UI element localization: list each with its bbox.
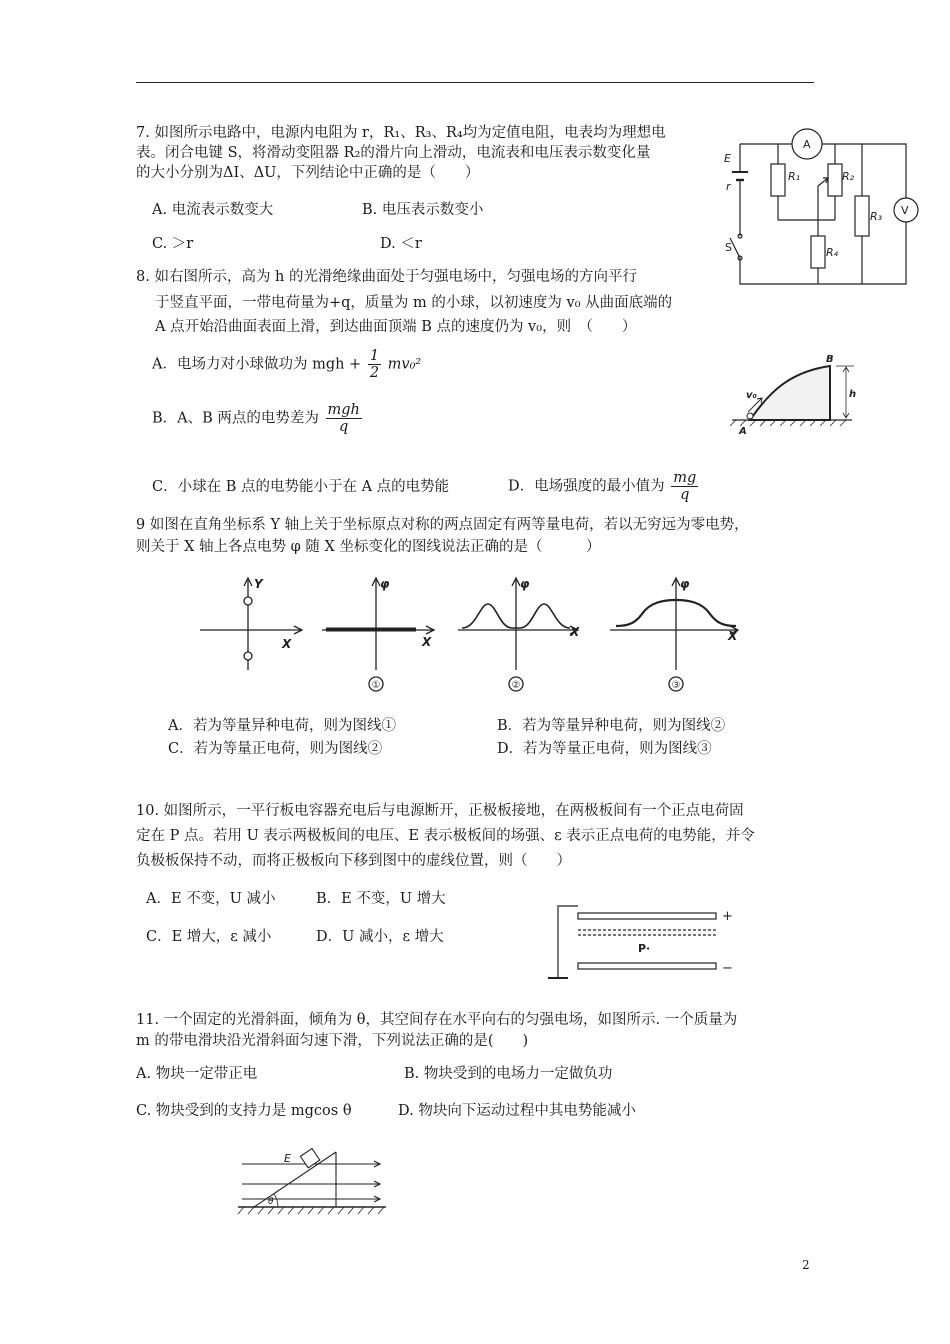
svg-text:E: E [724, 152, 731, 165]
q8-option-d: D．电场强度的最小值为 $\frac{mg}{q}$ [508, 470, 697, 503]
page-number: 2 [802, 1258, 810, 1272]
svg-text:R₁: R₁ [788, 170, 801, 183]
svg-text:A: A [803, 138, 811, 151]
q7-option-d: D. ＜r [380, 236, 422, 252]
q10-stem-line1: 10. 如图所示，一平行板电容器充电后与电源断开，正极板接地，在两极板间有一个正点电荷固 [136, 803, 744, 819]
svg-text:R₂: R₂ [842, 170, 855, 183]
svg-text:θ: θ [268, 1197, 274, 1207]
q8-stem-line1: 8. 如右图所示，高为 h 的光滑绝缘曲面处于匀强电场中，匀强电场的方向平行 [136, 269, 637, 285]
svg-text:A: A [739, 426, 747, 437]
q7-stem-line3: 的大小分别为ΔI、ΔU，下列结论中正确的是（ ） [136, 165, 480, 181]
q8-slope-figure [728, 350, 860, 440]
q11-stem-line1: 11. 一个固定的光滑斜面，倾角为 θ，其空间存在水平向右的匀强电场，如图所示. 一个质量为 [136, 1012, 738, 1028]
q7-stem-line1: 7. 如图所示电路中，电源内电阻为 r，R₁、R₃、R₄均为定值电阻，电表均为理想电 [136, 125, 666, 141]
q10-option-b: B．E 不变，U 增大 [316, 891, 446, 907]
svg-text:V: V [901, 204, 909, 217]
svg-text:X: X [282, 637, 292, 651]
q11-option-a: A. 物块一定带正电 [136, 1066, 258, 1082]
q9-potential-graphs [190, 570, 750, 700]
svg-text:R₄: R₄ [826, 246, 839, 259]
svg-text:φ: φ [680, 577, 690, 591]
svg-text:E: E [284, 1152, 291, 1165]
q7-circuit-diagram [722, 124, 920, 296]
q7-option-b: B. 电压表示数变小 [362, 202, 484, 218]
svg-text:h: h [849, 389, 857, 400]
q11-option-c: C. 物块受到的支持力是 mgcos θ [136, 1103, 352, 1119]
svg-text:X: X [422, 635, 432, 649]
q7-option-a: A. 电流表示数变大 [152, 202, 274, 218]
svg-text:Y: Y [254, 577, 263, 591]
q8-option-b: B．A、B 两点的电势差为 $\frac{\text{mgh}}{q}$ [152, 402, 360, 435]
svg-text:①: ① [371, 680, 381, 691]
svg-text:r: r [726, 180, 731, 193]
q10-option-d: D．U 减小，ε 增大 [316, 929, 444, 945]
header-rule [136, 82, 814, 83]
q9-option-a: A．若为等量异种电荷，则为图线① [168, 718, 396, 734]
q8-stem-line3: A 点开始沿曲面表面上滑，到达曲面顶端 B 点的速度仍为 v₀，则 （ ） [155, 319, 637, 335]
svg-text:③: ③ [671, 680, 681, 691]
q9-option-d: D．若为等量正电荷，则为图线③ [497, 741, 712, 757]
svg-text:X: X [728, 629, 738, 643]
q10-option-c: C．E 增大，ε 减小 [146, 929, 272, 945]
svg-text:②: ② [511, 680, 521, 691]
svg-text:S: S [725, 241, 732, 254]
q11-stem-line2: m 的带电滑块沿光滑斜面匀速下滑，下列说法正确的是( ) [136, 1033, 529, 1049]
q9-option-b: B．若为等量异种电荷，则为图线② [497, 718, 726, 734]
q7-stem-line2: 表。闭合电键 S，将滑动变阻器 R₂的滑片向上滑动，电流表和电压表示数变化量 [136, 145, 651, 161]
q9-stem-line2: 则关于 X 轴上各点电势 φ 随 X 坐标变化的图线说法正确的是（ ） [136, 539, 601, 555]
svg-text:v₀: v₀ [746, 390, 757, 401]
svg-text:R₃: R₃ [870, 210, 883, 223]
svg-text:φ: φ [520, 577, 530, 591]
q11-incline-figure [234, 1138, 390, 1220]
q8-stem-line2: 于竖直平面，一带电荷量为+q，质量为 m 的小球，以初速度为 v₀ 从曲面底端的 [155, 295, 673, 311]
q9-stem-line1: 9 如图在直角坐标系 Y 轴上关于坐标原点对称的两点固定有两等量电荷，若以无穷远为零电势， [136, 517, 749, 533]
svg-text:+: + [722, 909, 733, 924]
svg-text:−: − [722, 961, 733, 976]
q9-option-c: C．若为等量正电荷，则为图线② [168, 741, 383, 757]
q10-stem-line3: 负极板保持不动，而将正极板向下移到图中的虚线位置，则（ ） [136, 853, 571, 869]
q8-option-c: C．小球在 B 点的电势能小于在 A 点的电势能 [152, 479, 450, 495]
q7-option-c: C. ＞r [152, 236, 194, 252]
q11-option-d: D. 物块向下运动过程中其电势能减小 [398, 1103, 636, 1119]
svg-text:φ: φ [380, 577, 390, 591]
svg-text:P·: P· [638, 942, 651, 955]
q10-option-a: A．E 不变，U 减小 [146, 891, 276, 907]
svg-text:X: X [570, 625, 580, 639]
svg-text:B: B [826, 354, 834, 365]
q8-option-a: A．电场力对小球做功为 mgh + $\frac{1}{2}$ mv₀² [152, 348, 422, 381]
q11-option-b: B. 物块受到的电场力一定做负功 [404, 1066, 613, 1082]
q10-stem-line2: 定在 P 点。若用 U 表示两极板间的电压、E 表示极板间的场强、ε 表示正点电荷的电势能，并令 [136, 828, 755, 844]
q10-capacitor-figure [540, 896, 740, 996]
